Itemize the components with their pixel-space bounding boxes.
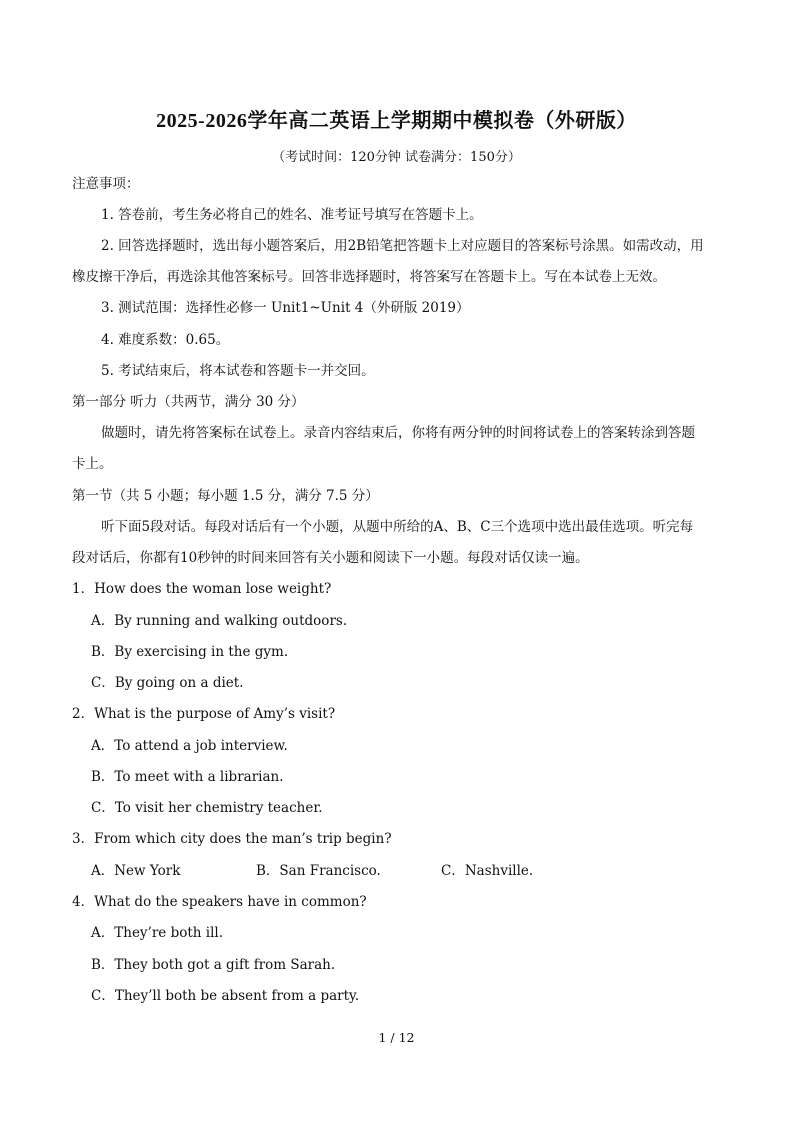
option-b: B．To meet with a librarian.: [91, 769, 284, 785]
option-b: B．They both got a gift from Sarah.: [91, 957, 336, 973]
question-stem: 4．What do the speakers have in common?: [72, 894, 367, 910]
part1-intro: 做题时，请先将答案标在试卷上。录音内容结束后，你将有两分钟的时间将试卷上的答案转涂到答题: [101, 425, 695, 441]
exam-info: （考试时间：120分钟 试卷满分：150分）: [272, 150, 521, 165]
page-title: 2025-2026学年高二英语上学期期中模拟卷（外研版）: [156, 110, 637, 132]
part1-heading: 第一部分 听力（共两节，满分 30 分）: [72, 394, 305, 410]
page-number: 1 / 12: [378, 1030, 415, 1045]
option-a: A．New York: [91, 863, 181, 879]
section1-intro-continued: 段对话后，你都有10秒钟的时间来回答有关小题和阅读下一小题。每段对话仅读一遍。: [72, 550, 589, 566]
notice-item-2-continued: 橡皮擦干净后，再选涂其他答案标号。回答非选择题时，将答案写在答题卡上。写在本试卷上无效。: [72, 269, 666, 285]
section1-heading: 第一节（共 5 小题；每小题 1.5 分，满分 7.5 分）: [72, 488, 379, 504]
option-a: A．They’re both ill.: [91, 925, 224, 941]
question-stem: 3．From which city does the man’s trip begin?: [72, 831, 392, 847]
option-c: C．By going on a diet.: [91, 675, 244, 691]
option-c: C．To visit her chemistry teacher.: [91, 800, 323, 816]
option-b: B．By exercising in the gym.: [91, 644, 289, 660]
question-stem: 1．How does the woman lose weight?: [72, 581, 332, 597]
part1-intro-continued: 卡上。: [72, 456, 113, 472]
section1-intro: 听下面5段对话。每段对话后有一个小题，从题中所给的A、B、C三个选项中选出最佳选项。听完每: [101, 519, 694, 535]
notice-item-5: 5. 考试结束后，将本试卷和答题卡一并交回。: [101, 363, 375, 379]
option-a: A．To attend a job interview.: [91, 738, 288, 754]
option-b: B．San Francisco.: [256, 863, 381, 879]
notice-item-4: 4. 难度系数：0.65。: [101, 332, 230, 348]
question-stem: 2．What is the purpose of Amy’s visit?: [72, 706, 336, 722]
option-a: A．By running and walking outdoors.: [91, 613, 348, 629]
option-c: C．Nashville.: [441, 863, 534, 879]
notice-heading: 注意事项：: [72, 176, 140, 192]
option-c: C．They’ll both be absent from a party.: [91, 988, 360, 1004]
notice-item-1: 1. 答卷前，考生务必将自己的姓名、准考证号填写在答题卡上。: [101, 207, 483, 223]
notice-item-2: 2. 回答选择题时，选出每小题答案后，用2B铅笔把答题卡上对应题目的答案标号涂黑。如需改动，用: [101, 238, 704, 254]
notice-item-3: 3. 测试范围：选择性必修一 Unit1~Unit 4（外研版 2019）: [101, 300, 470, 316]
